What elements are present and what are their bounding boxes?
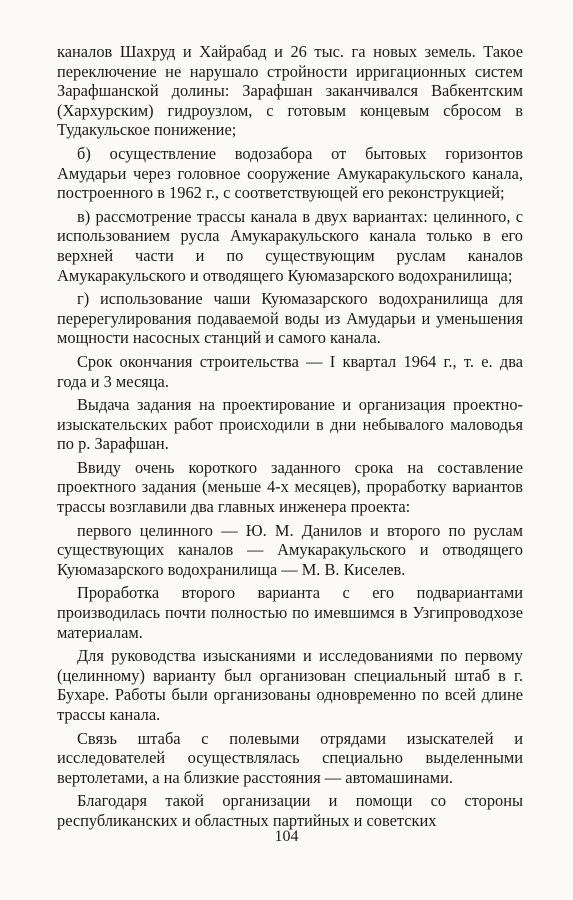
- page-number: 104: [274, 828, 299, 845]
- paragraph-continuation: каналов Шахруд и Хайрабад и 26 тыс. га новых земель. Такое переключение не нарушало стройности ирригационных систем Зарафшанской долины: Зарафшан заканчивался Вабкентским (Хархурским) гидроузлом, с готовым концевым сбросом в Тудакульское понижение;: [57, 42, 523, 140]
- paragraph-item-v: в) рассмотрение трассы канала в двух вариантах: целинного, с использованием русла Амукаракульского канала только в его верхней части и по существующим руслам каналов Амукаракульского и отводящего Куюмазарского водохранилища;: [57, 206, 523, 285]
- paragraph-assignment: Выдача задания на проектирование и организация проектно-изыскательских работ происходили в дни небывалого маловодья по р. Зарафшан.: [57, 395, 523, 454]
- paragraph-item-g: г) использование чаши Куюмазарского водохранилища для перерегулирования подаваемой воды из Амударьи и уменьшения мощности насосных станций и самого канала.: [57, 289, 523, 348]
- paragraph-engineers: первого целинного — Ю. М. Данилов и второго по руслам существующих каналов — Амукаракульского и отводящего Куюмазарского водохранилища — М. В. Киселев.: [57, 520, 523, 579]
- paragraph-item-b: б) осуществление водозабора от бытовых горизонтов Амударьи через головное сооружение Амукаракульского канала, построенного в 1962 г., с соответствующей его реконструкцией;: [57, 143, 523, 203]
- paragraph-headquarters: Для руководства изысканиями и исследованиями по первому (целинному) варианту был организован специальный штаб в г. Бухаре. Работы были организованы одновременно по всей длине трассы канала.: [57, 646, 523, 724]
- paragraph-thanks: Благодаря такой организации и помощи со стороны республиканских и областных партийных и советских: [57, 791, 523, 830]
- paragraph-deadline: Срок окончания строительства — I квартал 1964 г., т. е. два года и 3 месяца.: [57, 351, 523, 391]
- paragraph-communication: Связь штаба с полевыми отрядами изыскателей и исследователей осуществлялась специально выделенными вертолетами, а на близкие расстояния — автомашинами.: [57, 728, 523, 787]
- page-body-text: [57, 42, 523, 835]
- paragraph-short-term: Ввиду очень короткого заданного срока на составление проектного задания (меньше 4-х месяцев), проработку вариантов трассы возглавили два главных инженера проекта:: [57, 457, 523, 517]
- paragraph-second-variant: Проработка второго варианта с его подвариантами производилась почти полностью по имевшимся в Узгипроводхозе материалам.: [57, 583, 523, 642]
